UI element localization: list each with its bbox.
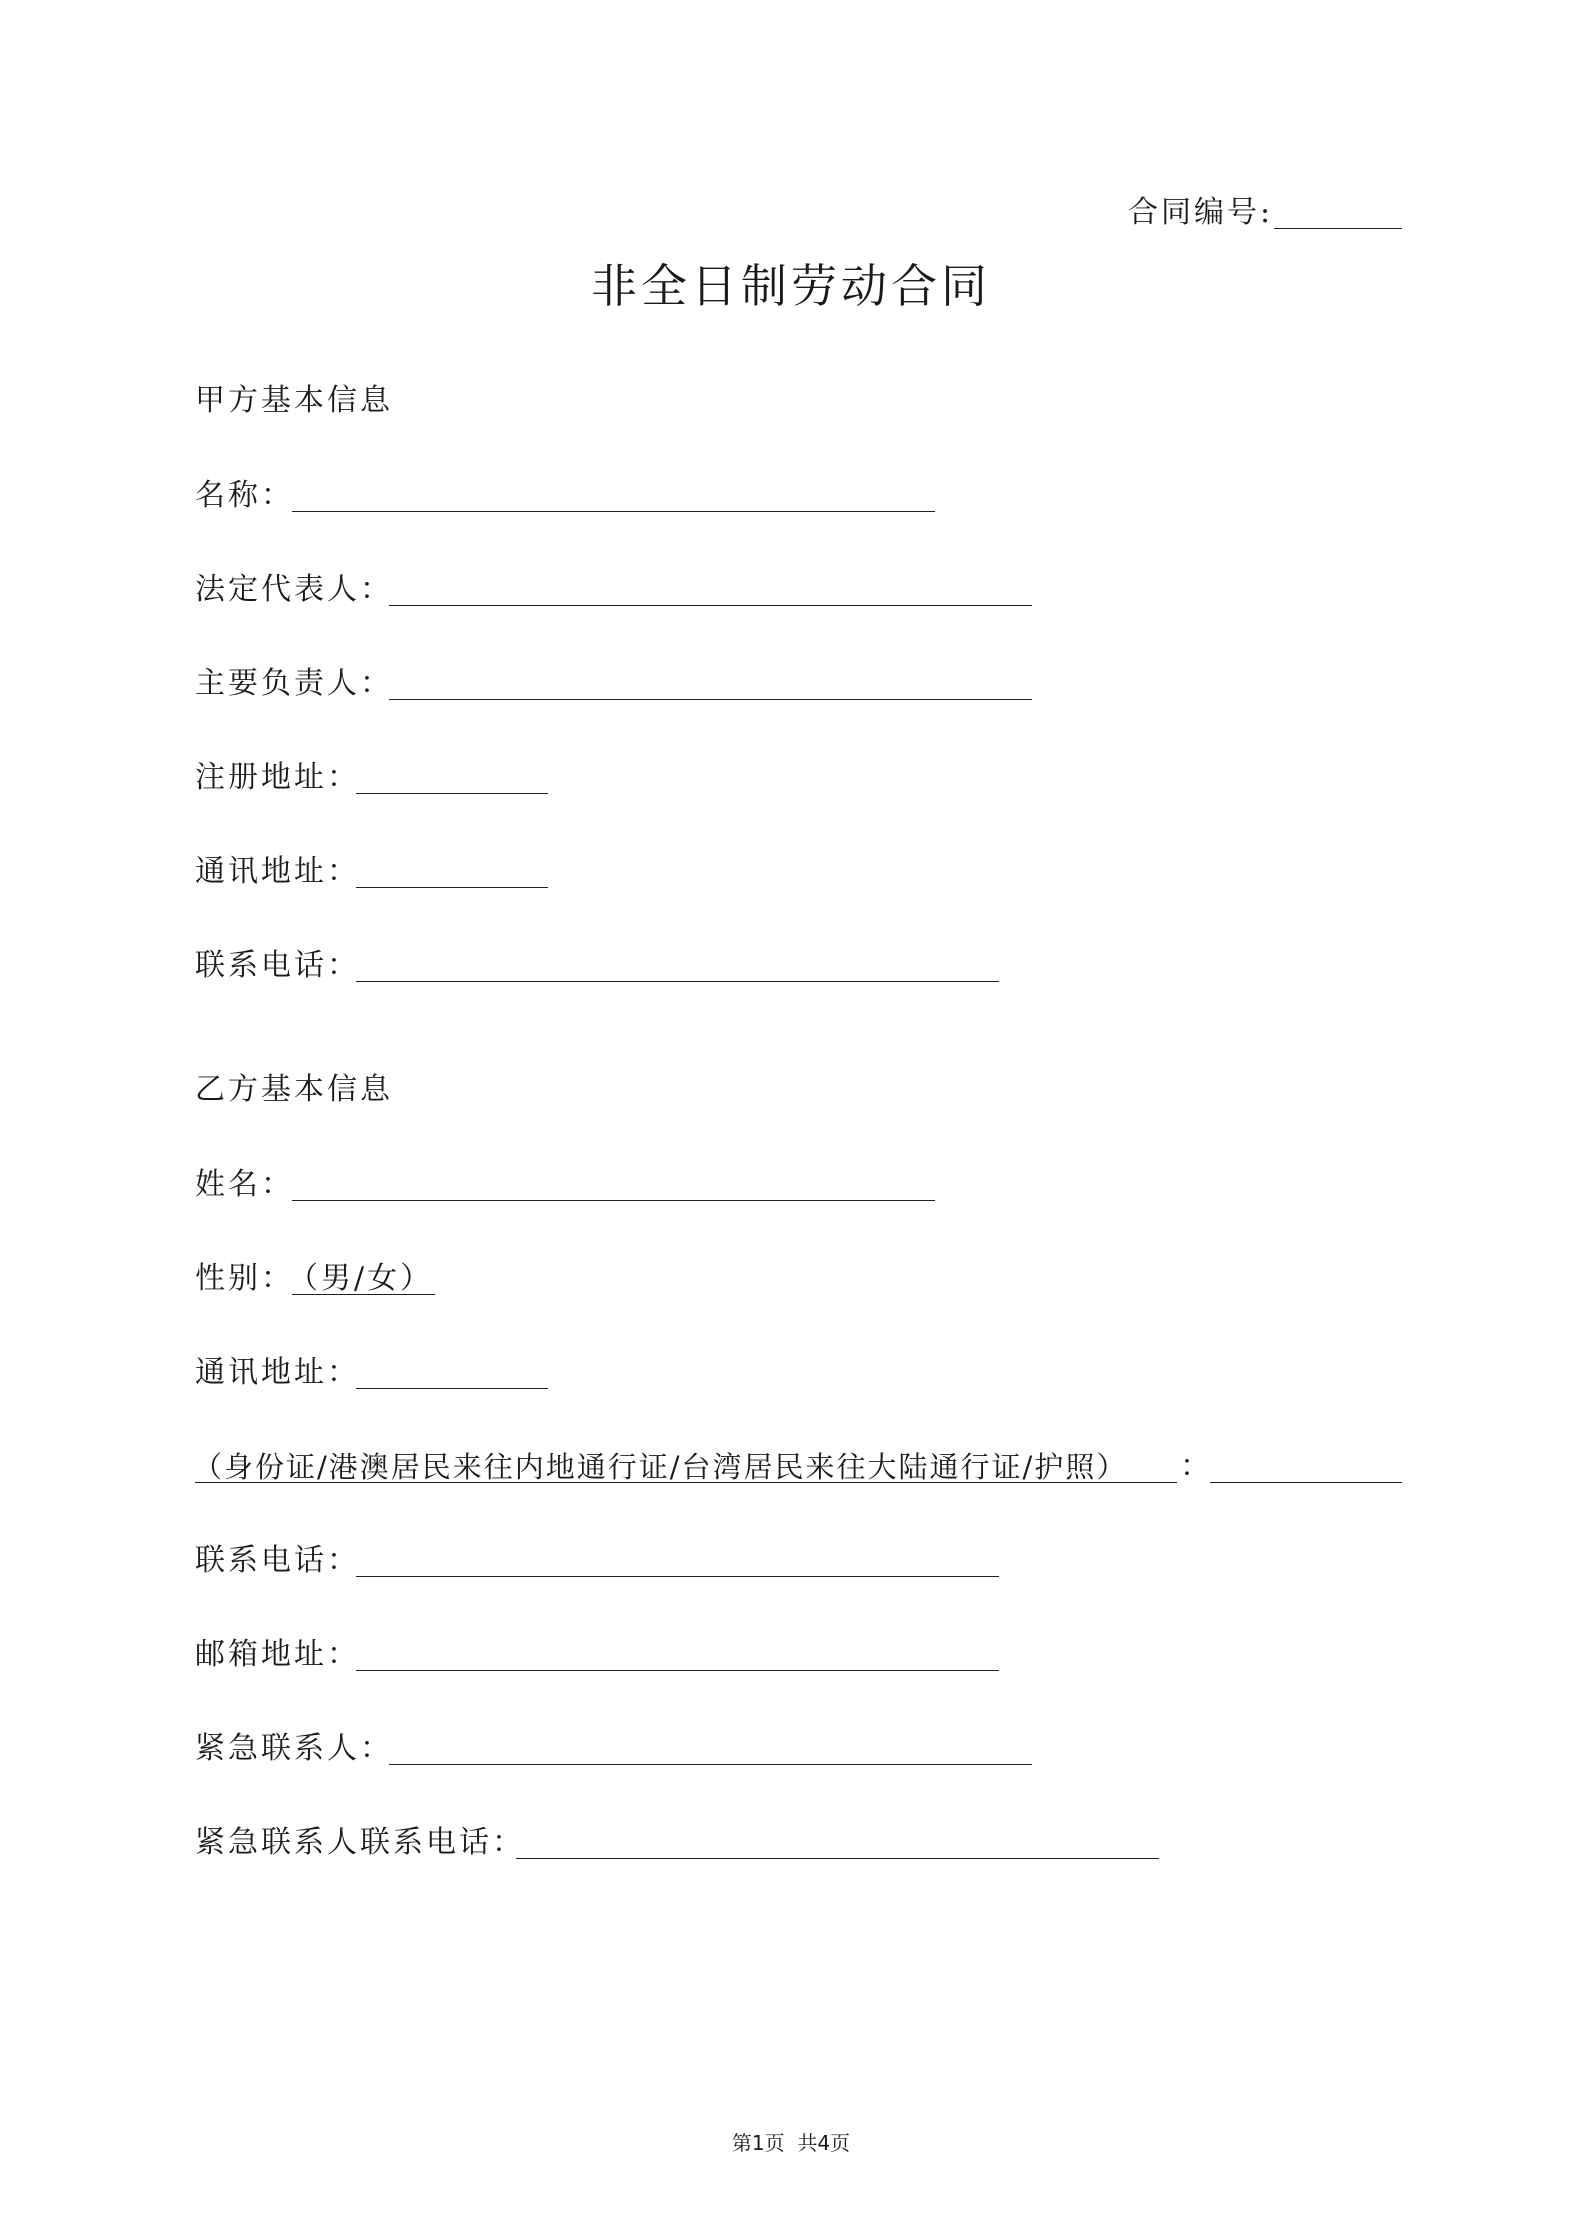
document-title: 非全日制劳动合同 <box>591 259 991 313</box>
party-a-principal-label: 主要负责人： <box>195 666 393 701</box>
party-b-gender-label: 性别： <box>195 1261 294 1296</box>
party-b-gender-field[interactable] <box>292 1294 435 1295</box>
party-b-gender-value: （男/女） <box>288 1261 434 1296</box>
party-a-mail-address-label: 通讯地址： <box>195 854 360 889</box>
party-b-mail-address-field[interactable] <box>356 1388 548 1389</box>
party-b-email-field[interactable] <box>356 1670 999 1671</box>
contract-number-label: 合同编号: <box>1128 195 1274 230</box>
party-b-emergency-contact-field[interactable] <box>389 1764 1032 1765</box>
party-b-id-colon: ： <box>1180 1449 1213 1484</box>
party-a-legal-rep-field[interactable] <box>389 605 1032 606</box>
party-b-emergency-phone-label: 紧急联系人联系电话： <box>195 1825 525 1860</box>
party-a-name-field[interactable] <box>292 511 935 512</box>
party-b-heading: 乙方基本信息 <box>195 1072 393 1107</box>
party-b-id-type-underline <box>195 1482 1177 1483</box>
party-b-id-type-label: （身份证/港澳居民来往内地通行证/台湾居民来往大陆通行证/护照） <box>193 1450 1128 1484</box>
page-number: 第1页 共4页 <box>731 2131 851 2155</box>
party-a-principal-field[interactable] <box>389 699 1032 700</box>
party-a-legal-rep-label: 法定代表人： <box>195 572 393 607</box>
party-a-phone-label: 联系电话： <box>195 948 360 983</box>
party-b-emergency-phone-field[interactable] <box>516 1858 1159 1859</box>
party-b-name-field[interactable] <box>292 1200 935 1201</box>
party-b-phone-field[interactable] <box>356 1576 999 1577</box>
party-a-mail-address-field[interactable] <box>356 887 548 888</box>
party-a-phone-field[interactable] <box>356 981 999 982</box>
party-b-name-label: 姓名： <box>195 1167 294 1202</box>
party-b-emergency-contact-label: 紧急联系人： <box>195 1731 393 1766</box>
party-b-id-number-field[interactable] <box>1210 1482 1402 1483</box>
party-b-mail-address-label: 通讯地址： <box>195 1355 360 1390</box>
party-a-name-label: 名称： <box>195 478 294 513</box>
party-a-reg-address-label: 注册地址： <box>195 760 360 795</box>
contract-number-field[interactable] <box>1274 228 1402 229</box>
party-a-reg-address-field[interactable] <box>356 793 548 794</box>
party-a-heading: 甲方基本信息 <box>195 383 393 418</box>
party-b-phone-label: 联系电话： <box>195 1543 360 1578</box>
party-b-email-label: 邮箱地址： <box>195 1637 360 1672</box>
